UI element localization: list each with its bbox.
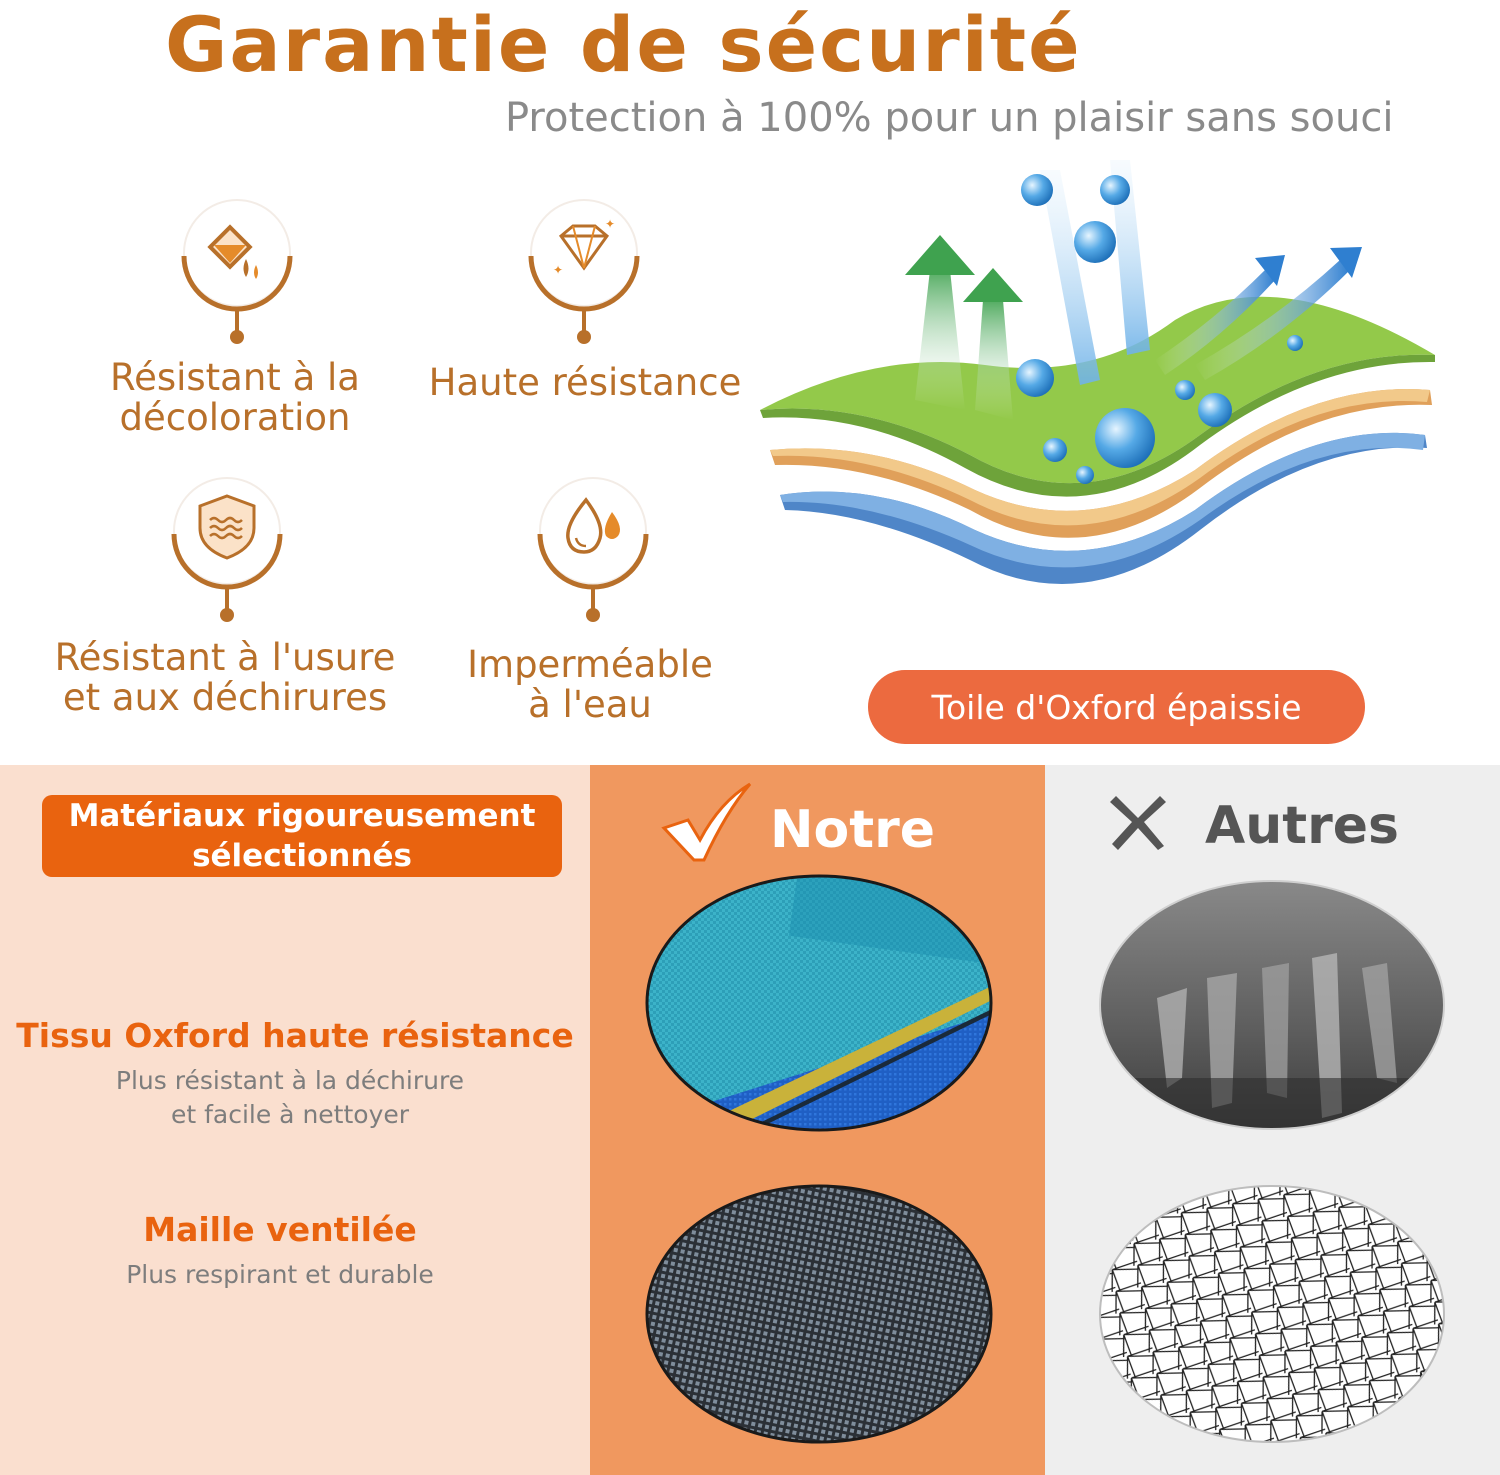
others-heading: Autres	[1205, 796, 1399, 856]
feature-label: Résistant à l'usure et aux déchirures	[54, 636, 396, 719]
paint-bucket-icon	[200, 215, 274, 289]
spec-title-oxford: Tissu Oxford haute résistance	[16, 1016, 574, 1055]
others-net-swatch	[1097, 1183, 1447, 1445]
others-fabric-swatch	[1097, 878, 1447, 1133]
ours-mesh-swatch	[644, 1183, 994, 1445]
spec-desc-mesh: Plus respirant et durable	[126, 1260, 434, 1289]
fabric-layers-illustration	[755, 150, 1445, 650]
oxford-fabric-badge: Toile d'Oxford épaissie	[868, 670, 1365, 744]
cross-icon	[1110, 792, 1166, 852]
check-icon	[660, 782, 752, 864]
page-subtitle: Protection à 100% pour un plaisir sans souci	[505, 95, 1394, 141]
spec-title-mesh: Maille ventilée	[143, 1210, 417, 1249]
feature-label: Imperméable à l'eau	[467, 643, 713, 726]
svg-text:✦: ✦	[605, 218, 616, 231]
svg-text:✦: ✦	[553, 263, 564, 277]
materials-badge: Matériaux rigoureusement sélectionnés	[42, 795, 562, 877]
feature-label: Résistant à la décoloration	[110, 356, 360, 439]
ours-oxford-swatch	[644, 873, 994, 1133]
water-drops-icon	[560, 494, 630, 560]
page-title: Garantie de sécurité	[165, 0, 1082, 89]
shield-wave-icon	[194, 492, 260, 562]
feature-label: Haute résistance	[428, 361, 742, 404]
ours-heading: Notre	[770, 800, 936, 860]
spec-desc-oxford: Plus résistant à la déchirure et facile à nettoyer	[115, 1066, 465, 1129]
diamond-icon	[547, 218, 621, 282]
